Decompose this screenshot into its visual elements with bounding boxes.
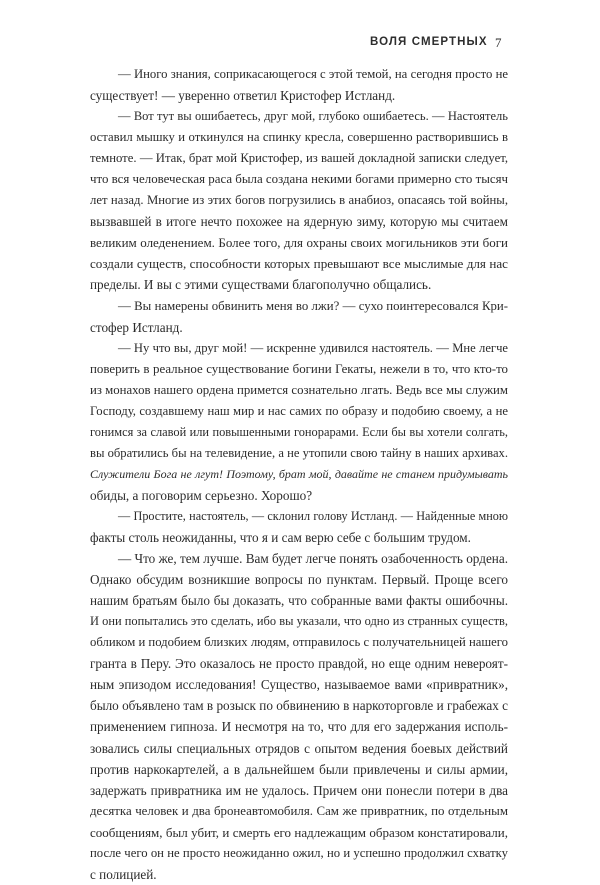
text-line: после чего он не просто неожиданно ожил, но и успешно продолжил схватку [90,845,508,860]
text-line: против наркокартелей, а в дальнейшем были привлечены и силы армии, [90,761,508,777]
text-line: вы обратились бы на телевидение, а не утопили свою тайну в наших архивах. [90,445,508,460]
text-line: обликом и подобием близких людям, отправилось с получательницей нашего [90,635,508,650]
text-line: ным эпизодом исследования! Существо, называемое вами «привратник», [90,677,508,693]
text-line: вызвавшей в итоге нечто похожее на ядерную зиму, которую мы считаем [90,214,508,230]
text-line: пределы. И вы с этими существами благополучно общались. [90,277,432,293]
text-line: темноте. — Итак, брат мой Кристофер, из вашей докладной записки следует, [90,151,508,166]
text-line: — Вот тут вы ошибаетесь, друг мой, глубоко ошибаетесь. — Настоятель [118,109,508,124]
text-line: лет назад. Многие из этих богов погрузились в анабиоз, опасаясь той войны, [90,193,508,208]
text-line: факты столь неожиданны, что я и сам верю себе с большим трудом. [90,530,471,546]
text-line: — Иного знания, соприкасающегося с этой темой, на сегодня просто не [118,67,508,81]
text-line: с полицией. [90,866,157,882]
text-line: задержать привратника им не удалось. Причем они понесли потери в два [90,782,508,798]
text-body [90,64,508,885]
running-header [0,36,600,56]
text-line: из монахов нашего ордена примется сознательно лгать. Ведь все мы служим [90,382,508,397]
text-line: И они попытались это сделать, ибо вы указали, что одно из странных существ, [90,614,508,629]
text-line: поверить в реальное существование богини Гекаты, нежели в то, что кто-то [90,361,508,376]
running-title: ВОЛЯ СМЕРТНЫХ [370,36,488,48]
page-number: 7 [495,35,502,50]
text-line: Служители Бога не лгут! Поэтому, брат мой, давайте не станем придумывать [90,466,508,481]
text-line: что вся человеческая раса была создана некими богами примерно сто тысяч [90,172,508,187]
text-line: гранта в Перу. Это оказалось не просто правдой, но еще одним невероят- [90,656,508,672]
text-line: нашим братьям было бы доказать, что собранные вами факты ошибочны. [90,593,508,609]
text-line: применением гипноза. И несмотря на то, что для его задержания исполь- [90,719,508,735]
text-line: обиды, а поговорим серьезно. Хорошо? [90,487,313,503]
text-line: — Ну что вы, друг мой! — искренне удивился настоятель. — Мне легче [118,340,508,355]
text-line: гонимся за славой или повышенными гонорарами. Если бы вы хотели солгать, [90,424,508,439]
text-line: — Что же, тем лучше. Вам будет легче понять озабоченность ордена. [118,551,508,567]
text-line: сообщениям, был убит, и смерть его надлежащим образом констатировали, [90,824,508,840]
text-line: — Вы намерены обвинить меня во лжи? — сухо поинтересовался Кри- [118,298,508,313]
text-line: зовались силы специальных отрядов с опытом ведения боевых действий [90,740,508,756]
text-line: оставил мышку и откинулся на спинку кресла, совершенно растворившись в [90,130,508,145]
text-line: Господу, создавшему наш мир и нас самих по образу и подобию своему, а не [90,403,508,418]
text-line: создали существ, способности которых превышают все мыслимые для нас [90,256,508,272]
text-line: стофер Истланд. [90,319,183,335]
text-line: существует! — уверенно ответил Кристофер Истланд. [90,88,396,104]
text-line: Однако обсудим возникшие вопросы по пунктам. Первый. Проще всего [90,572,508,588]
text-line: десятка человек и два бронеавтомобиля. Сам же привратник, по отдельным [90,803,508,818]
text-line: было объявлено там в розыск по обвинению в наркоторговле и грабежах с [90,698,508,714]
text-line: — Простите, настоятель, — склонил голову Истланд. — Найденные мною [118,508,508,523]
text-line: великим оледенением. Более того, для охраны своих могильников эти боги [90,235,508,251]
